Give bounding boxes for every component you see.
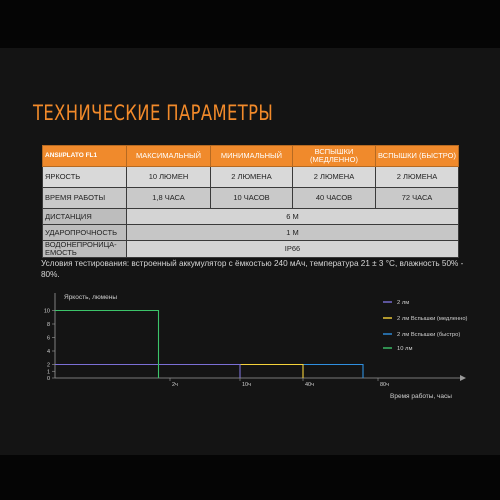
- table-cell: 72 ЧАСА: [376, 188, 459, 209]
- specs-table: [42, 145, 459, 258]
- table-cell: 10 ЛЮМЕН: [127, 167, 211, 188]
- series-line: [55, 365, 303, 379]
- series-line: [55, 365, 363, 379]
- bottom-band: [0, 455, 500, 500]
- legend-label: 2 лм: [397, 300, 410, 306]
- row-label: ВРЕМЯ РАБОТЫ: [43, 188, 127, 209]
- x-tick-label: 2ч: [172, 382, 178, 388]
- x-tick-label: 80ч: [380, 382, 389, 388]
- legend-label: 2 лм Вспышки (быстро): [397, 332, 461, 338]
- table-cell: IP66: [127, 241, 459, 258]
- legend-label: 10 лм: [397, 346, 413, 352]
- table-row: [43, 167, 459, 188]
- y-tick-label: 2: [46, 362, 50, 369]
- row-label: ВОДОНЕПРОНИЦА-ЕМОСТЬ: [43, 241, 127, 258]
- row-label: УДАРОПРОЧНОСТЬ: [43, 225, 127, 241]
- table-cell: 10 ЧАСОВ: [211, 188, 293, 209]
- table-row: [43, 188, 459, 209]
- y-tick-label: 4: [46, 349, 50, 355]
- y-tick-label: 10: [43, 308, 50, 315]
- y-ticks: [44, 309, 55, 383]
- table-row: [43, 225, 459, 241]
- table-cell: 40 ЧАСОВ: [293, 188, 376, 209]
- header-cell: ANSI/PLATO FL1: [43, 146, 127, 167]
- series-line: [55, 311, 159, 379]
- header-cell: МИНИМАЛЬНЫЙ: [211, 146, 293, 167]
- y-tick-label: 0: [46, 376, 50, 382]
- test-conditions-text: Условия тестирования: встроенный аккумулятор с ёмкостью 240 мАч, температура 21 ± 3 °С, влажность 50% - 80%.: [41, 259, 464, 279]
- table-header-row: [43, 146, 459, 167]
- x-axis-arrow-icon: [460, 375, 466, 381]
- table-row: [43, 209, 459, 225]
- row-label: ДИСТАНЦИЯ: [43, 209, 127, 225]
- y-tick-label: 8: [46, 322, 50, 328]
- header-cell: ВСПЫШКИ (БЫСТРО): [376, 146, 459, 167]
- header-cell: МАКСИМАЛЬНЫЙ: [127, 146, 211, 167]
- table-row: [43, 241, 459, 258]
- header-cell: ВСПЫШКИ (МЕДЛЕННО): [293, 146, 376, 167]
- table-cell: 1 М: [127, 225, 459, 241]
- y-tick-label: 1: [46, 369, 50, 376]
- x-ticks: [170, 378, 389, 388]
- table-cell: 1,8 ЧАСА: [127, 188, 211, 209]
- x-axis-label: Время работы, часы: [390, 393, 452, 400]
- table-cell: 2 ЛЮМЕНА: [211, 167, 293, 188]
- table-cell: 2 ЛЮМЕНА: [293, 167, 376, 188]
- top-band: [0, 0, 500, 48]
- page-title: ТЕХНИЧЕСКИЕ ПАРАМЕТРЫ: [33, 101, 274, 125]
- x-tick-label: 10ч: [242, 382, 251, 388]
- y-tick-label: 6: [46, 335, 50, 342]
- table-cell: 6 М: [127, 209, 459, 225]
- table-cell: 2 ЛЮМЕНА: [376, 167, 459, 188]
- series-line: [55, 365, 240, 379]
- chart-legend: [383, 300, 468, 352]
- y-axis-label: Яркость, люмены: [64, 294, 118, 301]
- legend-label: 2 лм Вспышки (медленно): [397, 316, 468, 322]
- series-lines: [55, 311, 363, 379]
- x-tick-label: 40ч: [305, 382, 314, 388]
- runtime-chart: [0, 285, 500, 410]
- row-label: ЯРКОСТЬ: [43, 167, 127, 188]
